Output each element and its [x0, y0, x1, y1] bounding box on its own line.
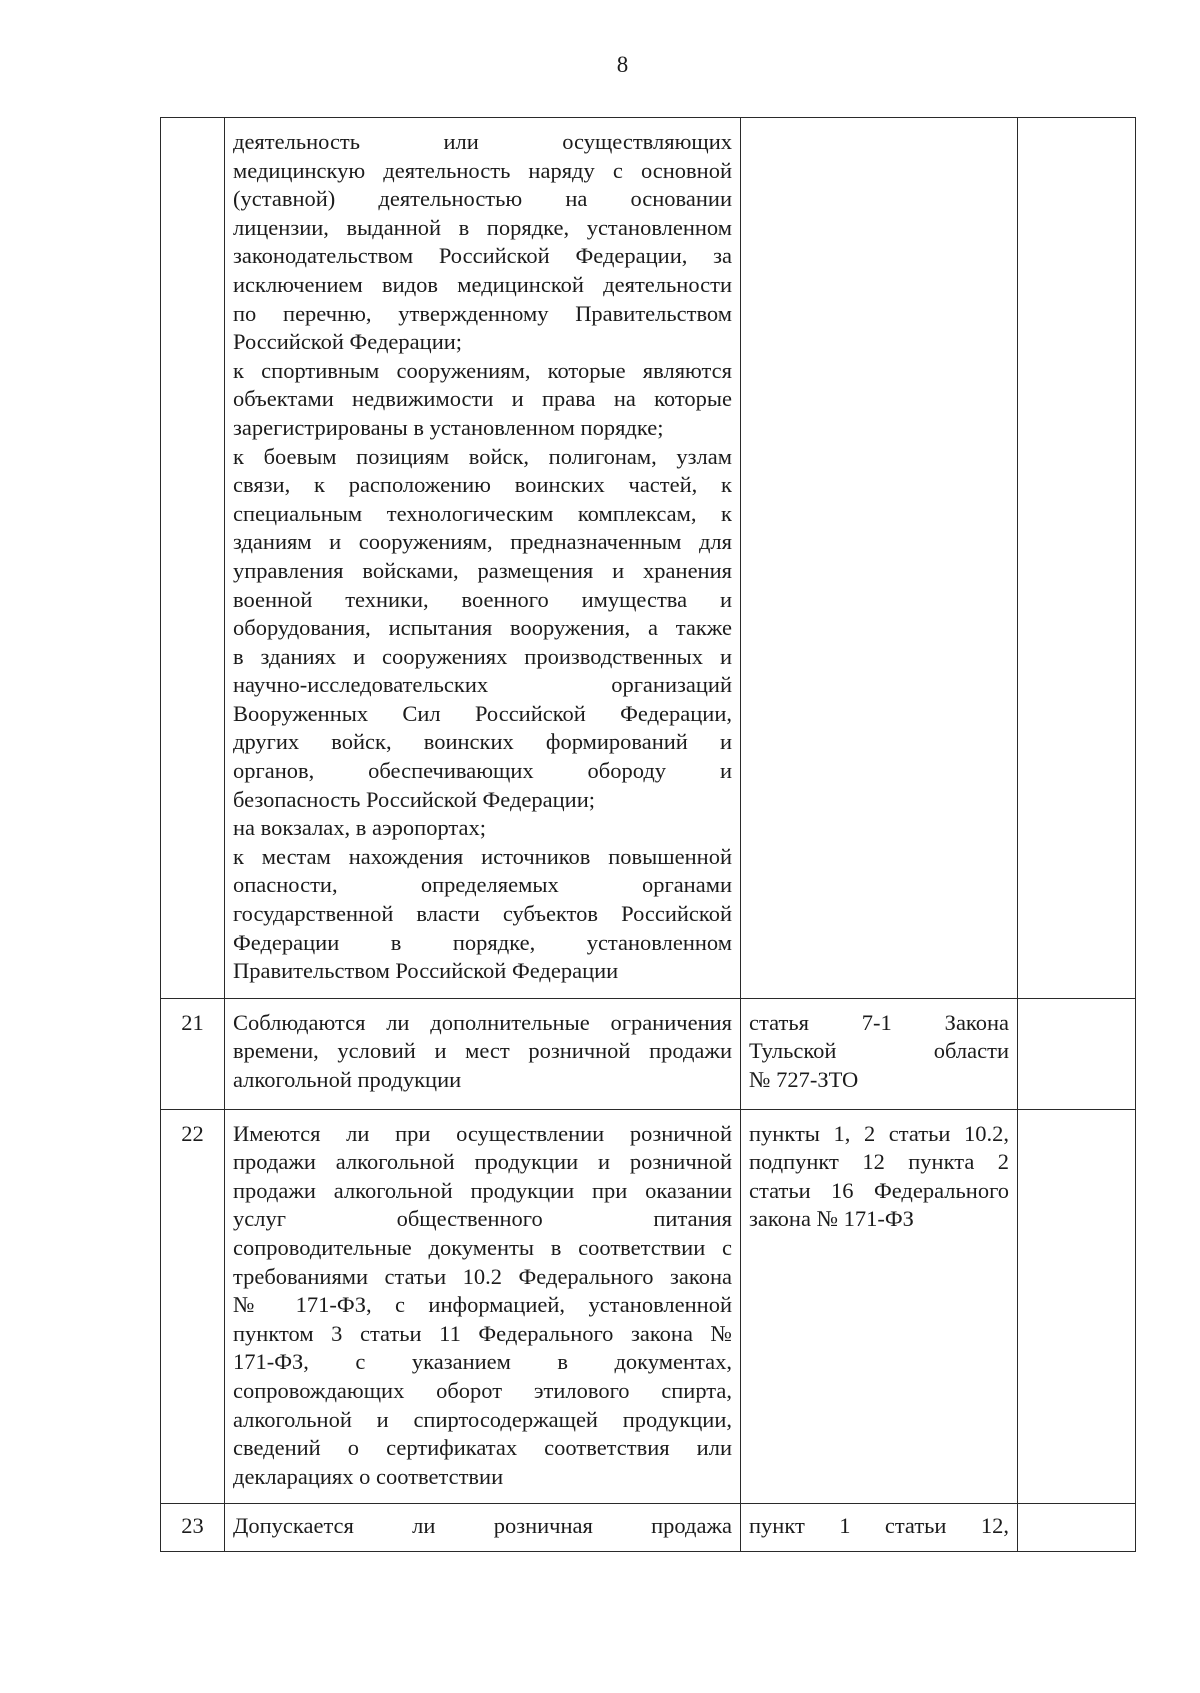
- text-line: безопасность Российской Федерации;: [233, 786, 596, 812]
- text-line: опасности, определяемых органами: [233, 872, 732, 898]
- text-line: управления войсками, размещения и хранения: [233, 557, 732, 583]
- text-line: закона № 171-ФЗ: [749, 1206, 914, 1232]
- reference-cell: [741, 998, 1018, 1109]
- text-line: продажи алкогольной продукции и розничной: [233, 1149, 732, 1175]
- text-line: Тульской области: [749, 1038, 1009, 1064]
- text-line: пунктом 3 статьи 11 Федерального закона №: [233, 1320, 732, 1346]
- text-line: медицинскую деятельность наряду с основной: [233, 157, 732, 183]
- text-line: подпункт 12 пункта 2: [749, 1149, 1009, 1175]
- text-line: статьи 16 Федерального: [749, 1177, 1009, 1203]
- text-line: сопровождающих оборот этилового спирта,: [233, 1377, 732, 1403]
- question-cell: [225, 998, 741, 1109]
- page-number: 8: [616, 52, 629, 77]
- text-line: государственной власти субъектов Российской: [233, 901, 732, 927]
- text-line: других войск, воинских формирований и: [233, 729, 732, 755]
- text-line: (уставной) деятельностью на основании: [233, 186, 732, 212]
- text-line: научно-исследовательских организаций: [233, 672, 732, 698]
- table-row-continuation: [161, 118, 1136, 999]
- text-line: пункты 1, 2 статьи 10.2,: [749, 1120, 1009, 1146]
- text-line: № 727-ЗТО: [749, 1067, 859, 1092]
- answer-cell: [1018, 118, 1136, 999]
- text-line: Правительством Российской Федерации: [233, 958, 619, 984]
- text-line: к местам нахождения источников повышенной: [233, 843, 732, 869]
- text-line: декларациях о соответствии: [233, 1463, 504, 1489]
- reference-cell: [741, 118, 1018, 999]
- row-number-cell: 22: [161, 1109, 225, 1504]
- answer-cell: [1018, 1504, 1136, 1552]
- text-line: военной техники, военного имущества и: [233, 586, 732, 612]
- text-line: статья 7-1 Закона: [749, 1009, 1009, 1035]
- text-line: продажи алкогольной продукции при оказании: [233, 1177, 732, 1203]
- text-line: Вооруженных Сил Российской Федерации,: [233, 700, 732, 726]
- text-line: лицензии, выданной в порядке, установленном: [233, 214, 732, 240]
- table-row-21: [161, 998, 1136, 1109]
- text-line: сведений о сертификатах соответствия или: [233, 1435, 732, 1461]
- text-line: объектами недвижимости и права на которые: [233, 386, 732, 412]
- row-number-cell: [161, 118, 225, 999]
- text-line: Федерации в порядке, установленном: [233, 929, 732, 955]
- text-line: Допускается ли розничная продажа: [233, 1513, 732, 1539]
- text-line: по перечню, утвержденному Правительством: [233, 300, 732, 326]
- text-line: алкогольной продукции: [233, 1067, 462, 1092]
- text-line: на вокзалах, в аэропортах;: [233, 815, 487, 841]
- text-line: пункт 1 статьи 12,: [749, 1513, 1009, 1539]
- table-row-23: [161, 1504, 1136, 1552]
- checklist-table: [160, 117, 1136, 1552]
- row-number-cell: 23: [161, 1504, 225, 1552]
- text-line: специальным технологическим комплексам, к: [233, 500, 732, 526]
- answer-cell: [1018, 998, 1136, 1109]
- text-line: требованиями статьи 10.2 Федерального закона: [233, 1263, 732, 1289]
- text-line: к боевым позициям войск, полигонам, узлам: [233, 443, 732, 469]
- text-line: услуг общественного питания: [233, 1206, 732, 1232]
- table-row-22: [161, 1109, 1136, 1504]
- question-cell: [225, 1109, 741, 1504]
- text-line: оборудования, испытания вооружения, а также: [233, 615, 732, 641]
- answer-cell: [1018, 1109, 1136, 1504]
- text-line: алкогольной и спиртосодержащей продукции,: [233, 1406, 732, 1432]
- text-line: связи, к расположению воинских частей, к: [233, 472, 732, 498]
- text-line: законодательством Российской Федерации, за: [233, 243, 732, 269]
- reference-cell: [741, 1504, 1018, 1552]
- text-line: к спортивным сооружениям, которые являются: [233, 357, 732, 383]
- text-line: зданиям и сооружениям, предназначенным для: [233, 529, 732, 555]
- text-line: Соблюдаются ли дополнительные ограничения: [233, 1009, 732, 1035]
- text-line: 171-ФЗ, с указанием в документах,: [233, 1349, 732, 1375]
- text-line: зарегистрированы в установленном порядке;: [233, 414, 664, 440]
- text-line: времени, условий и мест розничной продажи: [233, 1038, 732, 1064]
- question-cell: [225, 118, 741, 999]
- text-line: № 171-ФЗ, с информацией, установленной: [233, 1292, 732, 1318]
- text-line: Российской Федерации;: [233, 329, 463, 355]
- text-line: Имеются ли при осуществлении розничной: [233, 1120, 732, 1146]
- text-line: сопроводительные документы в соответствии с: [233, 1234, 732, 1260]
- text-line: исключением видов медицинской деятельности: [233, 271, 732, 297]
- text-line: деятельность или осуществляющих: [233, 129, 732, 154]
- question-cell: [225, 1504, 741, 1552]
- text-line: органов, обеспечивающих обороду и: [233, 758, 732, 784]
- reference-cell: [741, 1109, 1018, 1504]
- row-number-cell: 21: [161, 998, 225, 1109]
- text-line: в зданиях и сооружениях производственных и: [233, 643, 732, 669]
